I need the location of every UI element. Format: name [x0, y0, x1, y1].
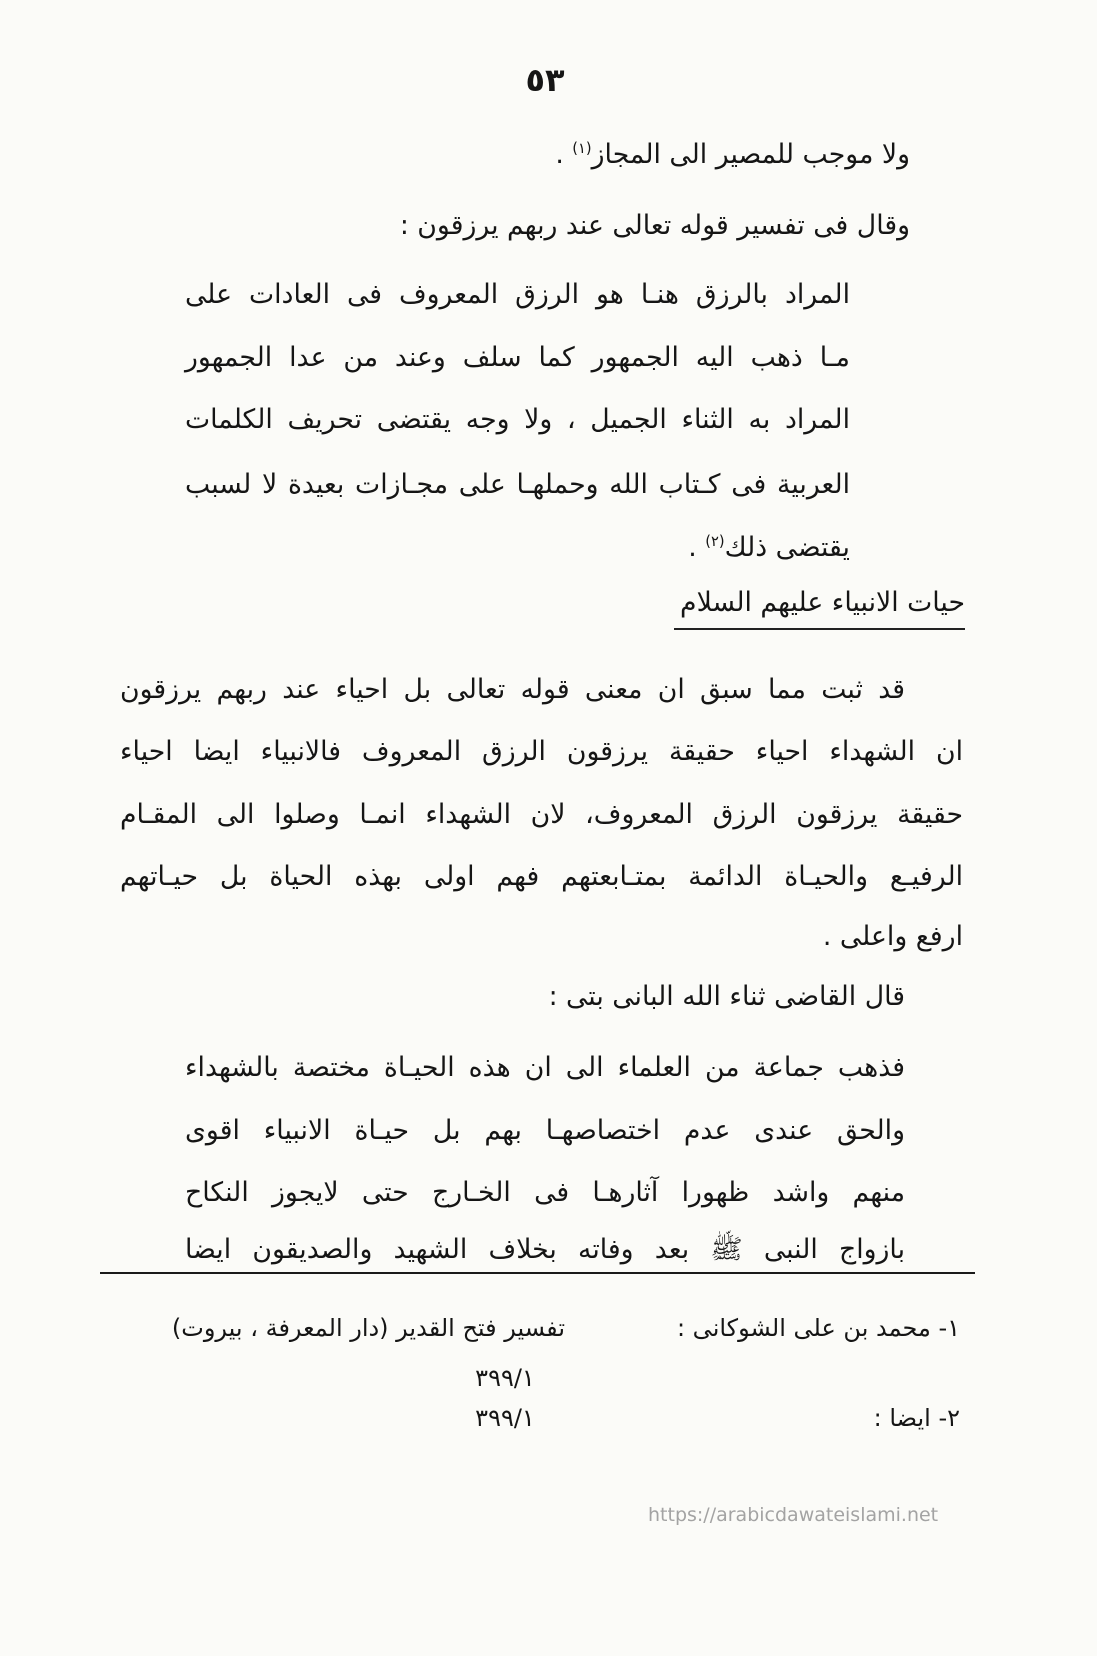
intro-line-1-text: ولا موجب للمصير الى المجاز [591, 139, 910, 170]
quote-1-last-text: يقتضى ذلك [724, 532, 850, 563]
quote-2-line: منهم واشد ظهورا آثارهـا فى الخـارج حتى لايجوز النكاح [185, 1177, 905, 1208]
site-watermark: https://arabicdawateislami.net [648, 1504, 939, 1526]
section-line: قد ثبت مما سبق ان معنى قوله تعالى بل احياء عند ربهم يرزقون [120, 674, 905, 705]
quote-1-line: المراد بالرزق هنـا هو الرزق المعروف فى العادات على [185, 279, 850, 310]
section-line: الرفيـع والحيـاة الدائمة بمتـابعتهم فهم اولى بهذه الحياة بل حيـاتهم [120, 861, 963, 892]
quote-1-last-line [688, 520, 850, 576]
page-number: ٥٣ [525, 61, 565, 99]
section-last-line: ارفع واعلى . [822, 921, 963, 952]
intro-line-1 [555, 127, 910, 183]
intro-line-2: وقال فى تفسير قوله تعالى عند ربهم يرزقون : [399, 210, 910, 241]
footnote-divider [100, 1272, 975, 1274]
footnote-ref-2: (٢) [705, 533, 725, 551]
section-line: ان الشهداء احياء حقيقة يرزقون الرزق المعروف فالانبياء ايضا احياء [120, 736, 963, 767]
footnote-1-label: ١- محمد بن على الشوكانى : [676, 1314, 960, 1342]
quote-2-line: بازواج النبى ﷺ بعد وفاته بخلاف الشهيد والصديقون ايضا [185, 1234, 905, 1265]
footnote-2-label: ٢- ايضا : [873, 1404, 960, 1432]
footnote-ref-1: (١) [572, 140, 592, 158]
quote-1-last-tail: . [688, 532, 706, 563]
quote-1-line: العربية فى كـتاب الله وحملهـا على مجـازات بعيدة لا لسبب [185, 469, 850, 500]
section-heading: حيات الانبياء عليهم السلام [674, 578, 965, 630]
intro-line-1-tail: . [555, 139, 573, 170]
quote-1-line: مـا ذهب اليه الجمهور كما سلف وعند من عدا الجمهور [185, 342, 850, 373]
footnote-1-page-ref: ٣٩٩/١ [475, 1364, 535, 1392]
quote-2-line: والحق عندى عدم اختصاصهـا بهم بل حيـاة الانبياء اقوى [185, 1115, 905, 1146]
footnote-2-page-ref: ٣٩٩/١ [475, 1404, 535, 1432]
section-line: حقيقة يرزقون الرزق المعروف، لان الشهداء انمـا وصلوا الى المقـام [120, 799, 963, 830]
footnote-1-source: تفسير فتح القدير (دار المعرفة ، بيروت) [171, 1314, 565, 1342]
attribution-line: قال القاضى ثناء الله البانى بتى : [548, 981, 905, 1012]
quote-1-line: المراد به الثناء الجميل ، ولا وجه يقتضى تحريف الكلمات [185, 404, 850, 435]
quote-2-line: فذهب جماعة من العلماء الى ان هذه الحيـاة مختصة بالشهداء [185, 1052, 905, 1083]
